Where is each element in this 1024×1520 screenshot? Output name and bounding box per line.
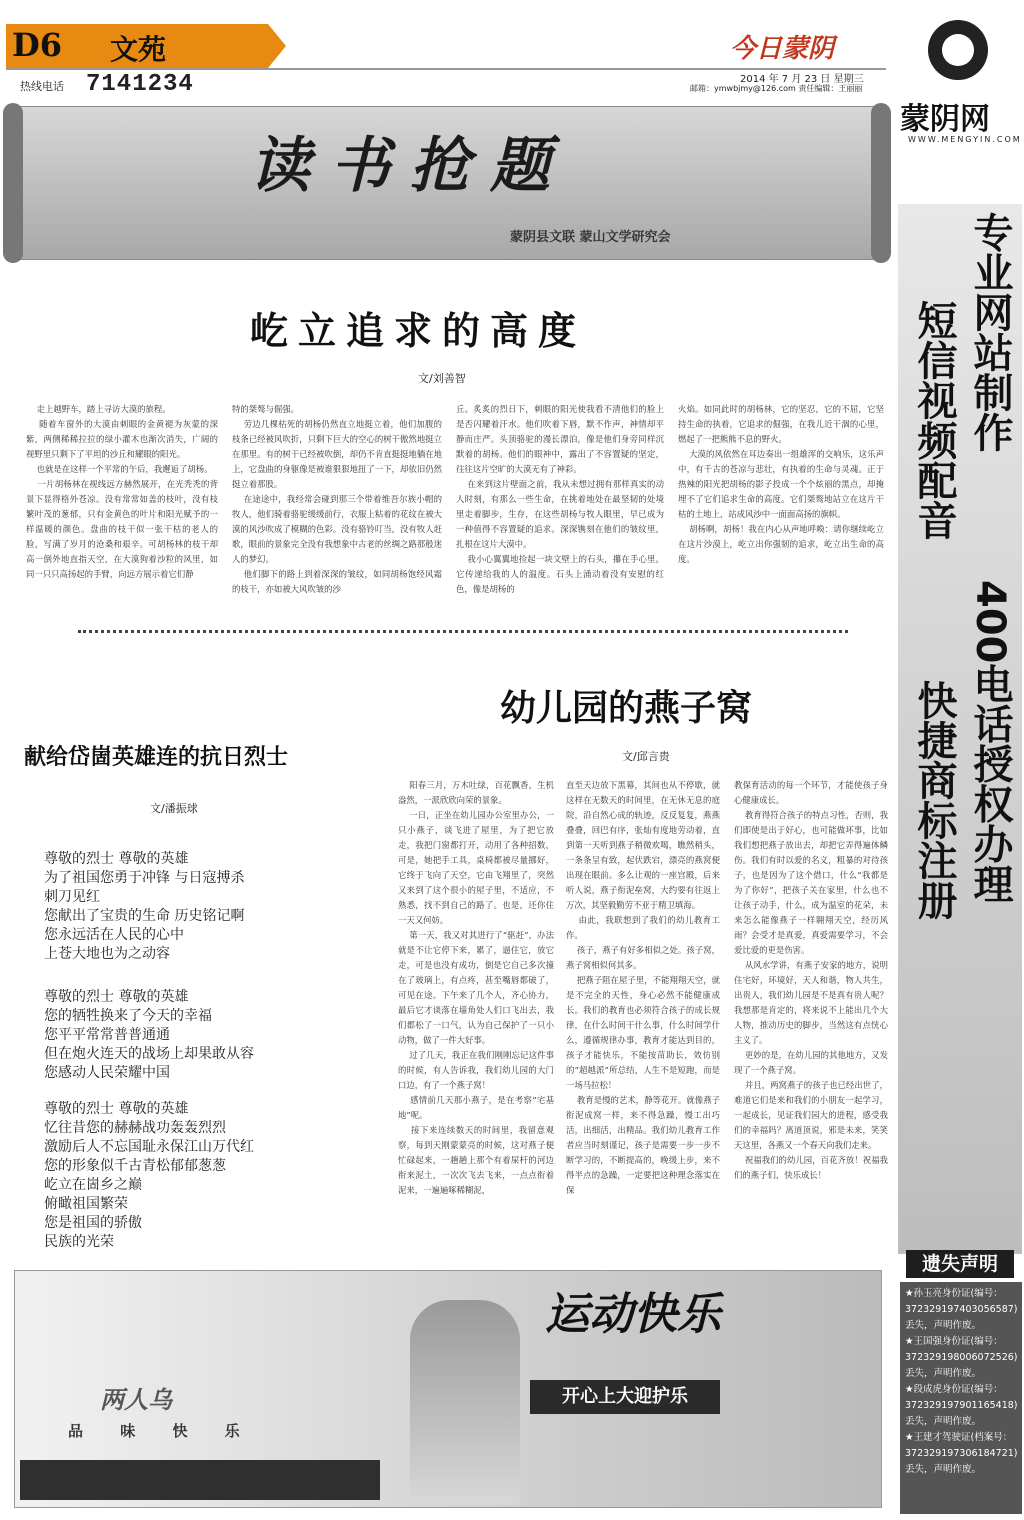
ad-headline: 运动快乐 xyxy=(545,1289,721,1340)
ad-line: 专业网站制作 xyxy=(967,212,1013,452)
article-column: 丘。炙炙的烈日下，刺眼的阳光使我看不清他们的脸上是否闪耀着汗水。他们吹着下唇，默不作声，神情却平静而庄严。头顶骆驼的漫长漂泊，像是他们身旁同样沉默着的胡杨。他们的眼神中，露出了不容置疑的坚定，往往这片空旷的大漠无有了神彩。 在来到这片壁面之前，我从未想过拥有那样真实的动人时刻，有那么一些生命，在挑着地处在最坚韧的处境里走着脚步，生存，在这些胡杨与牧人眼里，早已成为一种值得不容置疑的追求。深深镌刻在他们的皱纹里，扎根在这片大漠中。 我小心翼翼地捡起一块文壁上的石头，攥在手心里。它传递给我的人的温度。石头上涌动着没有安慰的红色，像是胡杨的 xyxy=(456,404,664,594)
issue-date: 2014 年 7 月 23 日 星期三 xyxy=(740,74,864,85)
article-author: 文/邱言贵 xyxy=(622,750,670,763)
lost-notice-header: 遗失声明 xyxy=(906,1250,1014,1278)
article-column: 火焰。如同此时的胡杨林，它的坚忍，它的不屈，它坚持生命的执着，它追求的倔强，在我儿近干涸的心里，燃起了一把熊熊不息的野火。 大漠的风依然在耳边奏出一组雄浑的交响乐，这乐声中，有千古的苍凉与悲壮，有执着的生命与灵魂。正于热辣的阳光把胡杨的影子投成一个个炫丽的黑点，却掩埋不了它们追求生命的高度。它们桀骜地站立在这片干枯的土地上，站成风沙中一面面高扬的旗帜。 胡杨啊，胡杨！我在内心从声地呼喚：请你继续屹立在这片沙漠上，屹立出你强韧的追求，屹立出生命的高度。 xyxy=(678,404,885,564)
poem-line: 俯瞰祖国繁荣 xyxy=(44,1196,128,1212)
ad-line: 短信视频配音 xyxy=(911,300,957,540)
ad-contact-strip xyxy=(20,1460,380,1500)
article-column: 走上越野车，踏上寻访大漠的旅程。 随着车窗外的大漠由刺眼的金黄褪为灰蒙的深紫，两侧稀稀拉拉的绿小灌木也渐次消失，广阔的视野里只剩下了平坦的沙丘和耀眼的阳光。 也就是在这样一个平常的午后，我邂逅了胡杨。 一片胡杨林在视线远方赫然展开，在光秃秃的背景下显得格外苍凉。没有常常如盖的枝叶，没有枝繁叶茂的葱郁，只有金黄色的叶片和阳光赋予的一样温暖的颜色。盘曲的枝干似一张干枯的老人的脸，写满了岁月的沧桑和艰辛。可胡杨林的枝干却高一倒外地直指天空，在大漠狗着沙粒的风里，如同一只只高扬起的手臂，向远方展示着它们静 xyxy=(26,404,218,579)
poem-line: 您的牺牲换来了今天的幸福 xyxy=(44,1008,212,1024)
model-photo xyxy=(410,1300,520,1505)
hotline-label: 热线电话 xyxy=(20,80,64,93)
ad-line: 400电话授权办理 xyxy=(967,580,1013,904)
brand-slogan: 品 味 快 乐 xyxy=(68,1422,256,1440)
dotted-separator xyxy=(78,630,848,633)
poem-line: 刺刀见红 xyxy=(44,889,100,905)
page-number: D6 xyxy=(12,26,63,64)
article-column: 直至天边放下黑幕，其间也从不停歇，就这样在无数天的时间里，在无休无息的庭院，沿自然心成的轨迹，反反复复，燕燕叠叠，回巴有序，张灿有度地劳动着，直到第一天听到燕子稍微欢喝，瞧然稍头，一条条呈有致，起伏跌宕，漂亮的燕窝便出现在眼前。多么让观的一座宫殿，后来听人说，燕子衔泥垒窝，大约要有往返上万次，其坚毅勤劳不亚于精卫填海。 由此，我联想到了我们的幼儿教育工作。 孩子，燕子有好多相似之处。孩子窝，燕子窝相似何其多。 把燕子阻在屋子里，不能翔翔天空，就是不完全的天性，身心必然不能健康成长。我们的教育也必须符合孩子的成长规律，在什么时间干什么事，什么时间学什么，遵循规律办事，教育才能达到目的，孩子才能快乐，不能按苗助长，效仿别的“超越派”所总结，人生不是短跑，而是一场马拉松！ 教育是慢的艺术，静等花开。就像燕子衔泥成窝一样，来不得急躁，慢工出巧活，出细活，出精品。我们幼儿教育工作者应当时刻谨记，孩子是需要一步一步不断学习的，不断提高的，晚缓上步，来不得半点的急躁，一定要把这种理念落实在保 xyxy=(566,780,721,1195)
article-column: 教保育活动的每一个环节，才能使孩子身心健康成长。 教育得符合孩子的特点习性，否则，我们即使是出于好心，也可能做坏事，比如我们想把燕子放出去，却把它弄得遍体鳞伤。我们有时以爱的名义，粗暴的对待孩子，也是因为了这个借口，什么“我都是为了你好”，把孩子关在家里，什么也不让孩子动手，什么，成为温室的花朵，未来怎么能像燕子一样翱翔天空，经历风雨？会受才是真爱，真爱需要学习，不会爱比爱的更是伤害。 从风水学讲，有燕子安家的地方，说明住宅好，环境好，天人和谐，物人共生，出贵人，我们幼儿园是不是真有贵人呢？我想那是肯定的，将来说不上能出几个大人物，推动历史的脚步，当然这有点恍心主义了。 更妙的是，在幼儿园的其他地方，又发现了一个燕子窝。 并且，两窝燕子的孩子也已经出世了，难道它们是来和我们的小朋友一起学习，一起成长，见证我们园大的进程，感受我们的幸福吗？离道顶说，邪是未来，笑笑天这里，各燕又一个春天向我们走来。 祝福我们的幼儿园，百花齐放！祝福我们的燕子们，快乐成长！ xyxy=(734,780,888,1180)
site-name[interactable]: 蒙阴网 xyxy=(900,102,990,137)
poem-line: 尊敬的烈士 尊敬的英雄 xyxy=(44,989,189,1005)
poem-line: 您平平常常普普通通 xyxy=(44,1027,170,1043)
poem-stanza xyxy=(44,1100,254,1252)
poem-line: 您感动人民荣耀中国 xyxy=(44,1065,170,1081)
article-title: 幼儿园的燕子窝 xyxy=(500,687,753,729)
scroll-left-roll xyxy=(3,103,23,263)
newspaper-name: 今日蒙阴 xyxy=(730,34,835,64)
editor-contact: 邮箱：ymwbjmy@126.com 责任编辑：王丽丽 xyxy=(690,84,863,93)
article-column: 阳春三月，万木吐绿，百花飘香，生机盎然，一派欣欣向荣的景象。 一日，正坐在幼儿园办公室里办公，一只小燕子，谈飞进了屋里，为了把它放走，我把门窗都打开，动用了各种招数，可是，她把手工具，桌椅都被尽量挪好，它终于飞向了天空，它由飞翔里了，突然又来到了这个很小的屋子里，不适应，不熟悉，找不到自己的路了。也是，还你住一天又何妨。 第一天，我又对其进行了“驱赶”，办法就是不让它停下来，累了，逼住它，放它走，可是也没有成功，倒是它自己多次撞在了玻璃上，有点疼，甚至嘴唇都破了，可见在途。下午来了几个人，齐心协力，最后它才谈落在墙角处人们口飞出去，我们都松了一口气，认为自己保护了一只小动物，做了一件大好事。 过了几天，我正在我们刚刚忘记这件事的时候，有人告诉我，我们幼儿园的大门口边，有了一个燕子窝！ 感情前几天那小燕子，是在考察“宅基地”呢。 接下来连续数天的时间里，我留意观察，每到天刚蒙蒙亮的时候，这对燕子便忙碌起来，一趟趟上那个有着屎杆的河边衔来泥土，一次次飞去飞来，一点点衔着泥来，一遍遍啄稀糊泥， xyxy=(398,780,555,1195)
poem-line: 忆往昔您的赫赫战功轰轰烈烈 xyxy=(44,1120,226,1136)
poem-line: 尊敬的烈士 尊敬的英雄 xyxy=(44,1101,189,1117)
poem-line: 您的形象似千古青松郁郁葱葱 xyxy=(44,1158,226,1174)
poem-line: 屹立在崮乡之巅 xyxy=(44,1177,142,1193)
hotline-number: 7141234 xyxy=(86,71,194,98)
poem-title: 献给岱崮英雄连的抗日烈士 xyxy=(24,744,289,770)
article-column: 特的桀骜与倔强。 劳边几棵枯死的胡杨仍然直立地挺立着，他们加腹的枝条已经被风吹折，只剩下巨大的空心的树干傲然地挺立在那里。有的树干已经被吹倒，却仍不肯直挺挺地躺在地上，它盘曲的身躯像是被谁狠狠地扭了一下，却依旧仍然挺立着那股。 在途途中，我经常会碰到那三个带着维吾尔族小帽的牧人，他们骑着骆驼缓缓前行，衣服上粘着的花纹在被大漠的风沙吹成了模糊的色彩。没有骆铃叮当，没有牧人赶歌，眼前的景象完全没有我想象中古老的丝绸之路那般迷人的梦幻。 他们脚下的路上到着深深的皱纹，如同胡杨饱经风霜的枝干，亦如被大风吹皱的沙 xyxy=(232,404,442,594)
poem-line: 您永远活在人民的心中 xyxy=(44,927,184,943)
poem-line: 激励后人不忘国耻永保江山万代红 xyxy=(44,1139,254,1155)
article-author: 文/刘善智 xyxy=(418,372,466,385)
poem-line: 为了祖国您勇于冲锋 与日寇搏杀 xyxy=(44,870,245,886)
site-logo-icon[interactable] xyxy=(928,20,988,80)
section-name: 文苑 xyxy=(110,33,167,66)
poem-stanza xyxy=(44,850,244,964)
banner-subtitle: 蒙阴县文联 蒙山文学研究会 xyxy=(510,230,671,245)
poem-author: 文/潘振球 xyxy=(150,802,198,815)
ad-banner: 开心上大迎护乐 xyxy=(530,1380,720,1414)
banner-title: 读书抢题 xyxy=(250,131,570,201)
poem-line: 但在炮火连天的战场上却果敢从容 xyxy=(44,1046,254,1062)
site-url[interactable]: WWW.MENGYIN.COM xyxy=(908,135,1022,144)
header-rule xyxy=(6,68,886,70)
lost-notice-text: ★孙玉亮身份证(编号：372329197403056587)丢失，声明作废。 ★王国强身份证(编号：372329198006072526)丢失，声明作废。 ★段成虎身份证(编号：372329197901165418)丢失，声明作废。 ★王建才驾驶证(档案号：372329197306184721)丢失，声明作废。 xyxy=(900,1282,1022,1514)
poem-line: 尊敬的烈士 尊敬的英雄 xyxy=(44,851,189,867)
article-title: 屹立追求的高度 xyxy=(250,308,587,353)
poem-stanza xyxy=(44,988,254,1083)
ad-line: 快捷商标注册 xyxy=(911,680,957,920)
poem-line: 您献出了宝贵的生命 历史铭记啊 xyxy=(44,908,245,924)
brand-logo: 两人乌 xyxy=(100,1386,172,1414)
poem-line: 您是祖国的骄傲 xyxy=(44,1215,142,1231)
poem-line: 上苍大地也为之动容 xyxy=(44,946,170,962)
poem-line: 民族的光荣 xyxy=(44,1234,114,1250)
scroll-right-roll xyxy=(871,103,891,263)
